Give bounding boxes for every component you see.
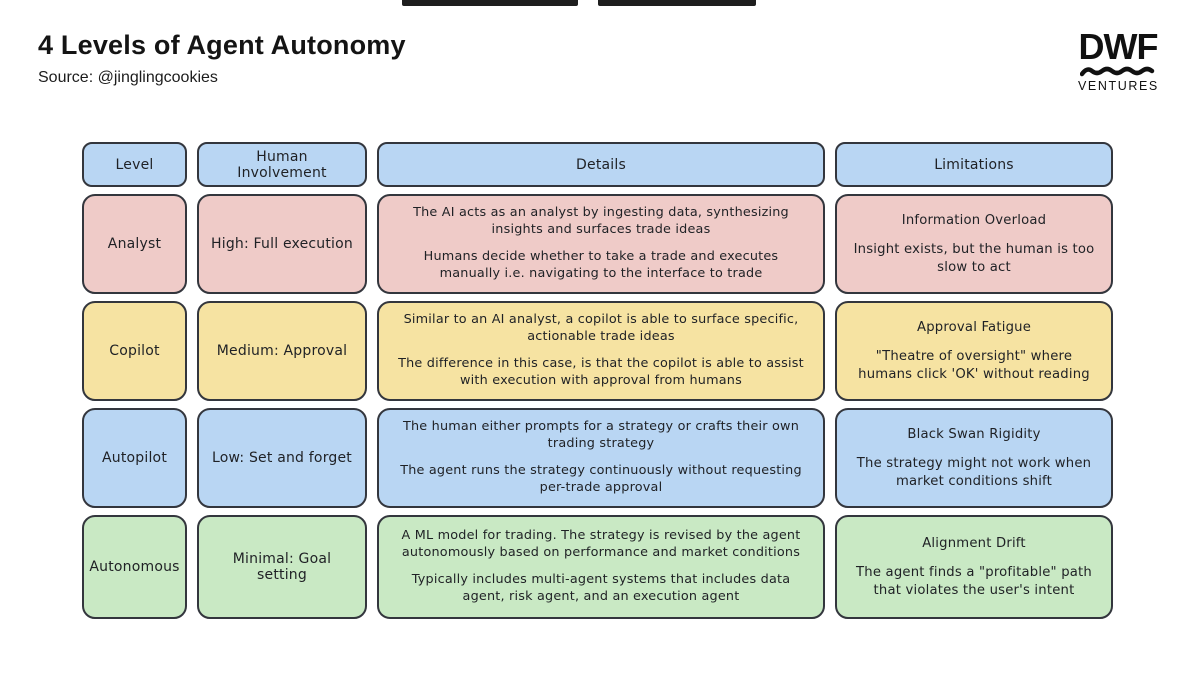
source-credit: Source: @jinglingcookies xyxy=(38,69,218,86)
limitation-cell-copilot xyxy=(835,301,1113,401)
involvement-cell-copilot: Medium: Approval xyxy=(197,301,367,401)
header-details: Details xyxy=(377,142,825,187)
details-paragraph: The human either prompts for a strategy or crafts their own trading strategy xyxy=(402,419,800,452)
limitation-cell-autopilot xyxy=(835,408,1113,508)
header-limitations: Limitations xyxy=(835,142,1113,187)
limitation-text: The strategy might not work when market conditions shift xyxy=(856,456,1092,489)
details-cell-copilot xyxy=(377,301,825,401)
limitation-text: "Theatre of oversight" where humans click 'OK' without reading xyxy=(858,349,1090,382)
limitation-text: Insight exists, but the human is too slow to act xyxy=(853,242,1095,275)
top-crop-bar-right xyxy=(598,0,756,6)
autonomy-table xyxy=(82,142,1113,619)
details-paragraph: The agent runs the strategy continuously without requesting per-trade approval xyxy=(400,463,802,495)
level-cell-copilot: Copilot xyxy=(82,301,187,401)
details-cell-autonomous xyxy=(377,515,825,619)
limitation-cell-autonomous xyxy=(835,515,1113,619)
page-title: 4 Levels of Agent Autonomy xyxy=(38,30,406,60)
details-paragraph: Typically includes multi-agent systems that includes data agent, risk agent, and an execution agent xyxy=(411,572,791,604)
involvement-cell-autopilot: Low: Set and forget xyxy=(197,408,367,508)
limitation-title: Information Overload xyxy=(901,212,1047,228)
details-cell-analyst xyxy=(377,194,825,294)
details-paragraph: Similar to an AI analyst, a copilot is able to surface specific, actionable trade ideas xyxy=(403,312,799,345)
dwf-ventures-logo xyxy=(1078,26,1159,93)
limitation-title: Alignment Drift xyxy=(922,535,1026,551)
header-human-involvement: Human Involvement xyxy=(197,142,367,187)
details-paragraph: Humans decide whether to take a trade and executes manually i.e. navigating to the interface to trade xyxy=(423,249,779,281)
logo-subtitle: VENTURES xyxy=(1078,79,1159,93)
involvement-cell-autonomous: Minimal: Goal setting xyxy=(197,515,367,619)
details-cell-autopilot xyxy=(377,408,825,508)
header-level: Level xyxy=(82,142,187,187)
details-paragraph: The difference in this case, is that the copilot is able to assist with execution with approval from humans xyxy=(398,356,804,388)
details-paragraph: A ML model for trading. The strategy is revised by the agent autonomously based on performance and market conditions xyxy=(401,528,801,561)
level-cell-analyst: Analyst xyxy=(82,194,187,294)
top-crop-bar-left xyxy=(402,0,578,6)
level-cell-autopilot: Autopilot xyxy=(82,408,187,508)
limitation-cell-analyst xyxy=(835,194,1113,294)
involvement-cell-analyst: High: Full execution xyxy=(197,194,367,294)
logo-wordmark: DWF xyxy=(1078,26,1158,67)
limitation-title: Black Swan Rigidity xyxy=(907,426,1041,442)
page-header xyxy=(38,30,406,87)
limitation-text: The agent finds a "profitable" path that violates the user's intent xyxy=(856,565,1092,598)
level-cell-autonomous: Autonomous xyxy=(82,515,187,619)
limitation-title: Approval Fatigue xyxy=(916,319,1032,335)
details-paragraph: The AI acts as an analyst by ingesting data, synthesizing insights and surfaces trade ideas xyxy=(413,205,789,238)
